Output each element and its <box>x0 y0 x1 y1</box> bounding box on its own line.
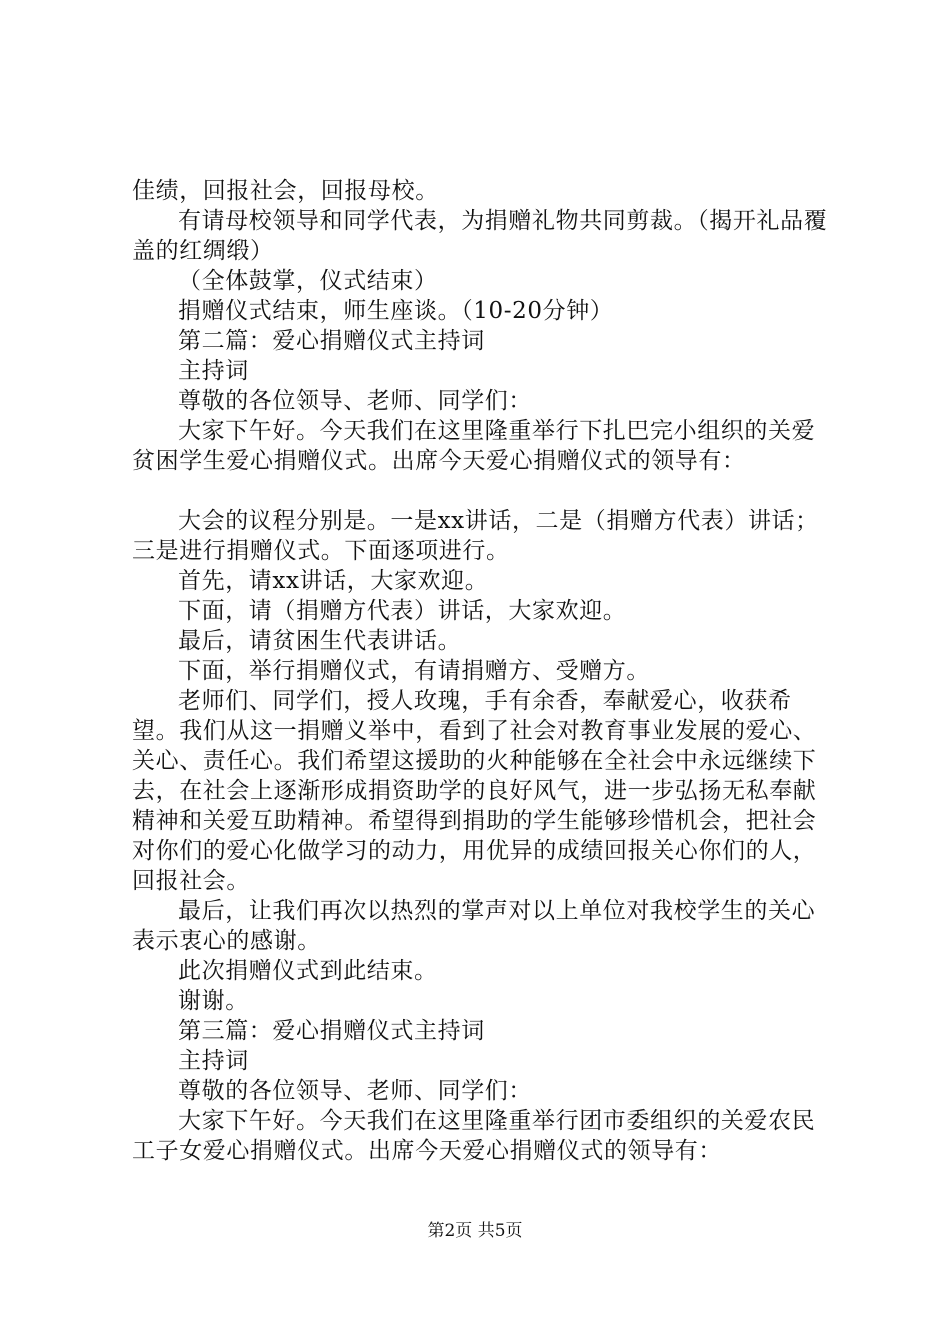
paragraph: 大家下午好。今天我们在这里隆重举行下扎巴完小组织的关爱贫困学生爱心捐赠仪式。出席今天爱心捐赠仪式的领导有： <box>132 418 816 474</box>
paragraph: 下面，请（捐赠方代表）讲话，大家欢迎。 <box>178 598 627 624</box>
paragraph: 主持词 <box>178 358 249 384</box>
paragraph: 大家下午好。今天我们在这里隆重举行团市委组织的关爱农民工子女爱心捐赠仪式。出席今天爱心捐赠仪式的领导有： <box>132 1108 816 1164</box>
salutation: 尊敬的各位领导、老师、同学们： <box>178 1078 532 1104</box>
document-body <box>132 176 832 1166</box>
paragraph: 此次捐赠仪式到此结束。 <box>178 958 438 984</box>
paragraph: 首先，请xx讲话，大家欢迎。 <box>178 568 489 594</box>
paragraph: （全体鼓掌，仪式结束） <box>178 268 438 294</box>
paragraph: 有请母校领导和同学代表，为捐赠礼物共同剪裁。（揭开礼品覆盖的红绸缎） <box>132 208 828 264</box>
blank-line <box>132 476 832 506</box>
section-heading: 第三篇：爱心捐赠仪式主持词 <box>178 1018 485 1044</box>
paragraph: 老师们、同学们，授人玫瑰，手有余香，奉献爱心，收获希望。我们从这一捐赠义举中，看到了社会对教育事业发展的爱心、关心、责任心。我们希望这援助的火种能够在全社会中永远继续下去，在社会上逐渐形成捐资助学的良好风气，进一步弘扬无私奉献精神和关爱互助精神。希望得到捐助的学生能够珍惜机会，把社会对你们的爱心化做学习的动力，用优异的成绩回报关心你们的人，回报社会。 <box>132 688 817 894</box>
paragraph: 最后，请贫困生代表讲话。 <box>178 628 462 654</box>
paragraph: 佳绩，回报社会，回报母校。 <box>132 178 439 204</box>
paragraph: 下面，举行捐赠仪式，有请捐赠方、受赠方。 <box>178 658 650 684</box>
salutation: 尊敬的各位领导、老师、同学们： <box>178 388 532 414</box>
paragraph: 大会的议程分别是。一是xx讲话，二是（捐赠方代表）讲话；三是进行捐赠仪式。下面逐项进行。 <box>132 508 819 564</box>
section-heading: 第二篇：爱心捐赠仪式主持词 <box>178 328 485 354</box>
paragraph: 捐赠仪式结束，师生座谈。（10-20分钟） <box>178 298 614 324</box>
page-footer: 第2页 共5页 <box>427 1221 523 1241</box>
paragraph: 主持词 <box>178 1048 249 1074</box>
paragraph: 谢谢。 <box>178 988 249 1014</box>
paragraph: 最后，让我们再次以热烈的掌声对以上单位对我校学生的关心表示衷心的感谢。 <box>132 898 816 954</box>
